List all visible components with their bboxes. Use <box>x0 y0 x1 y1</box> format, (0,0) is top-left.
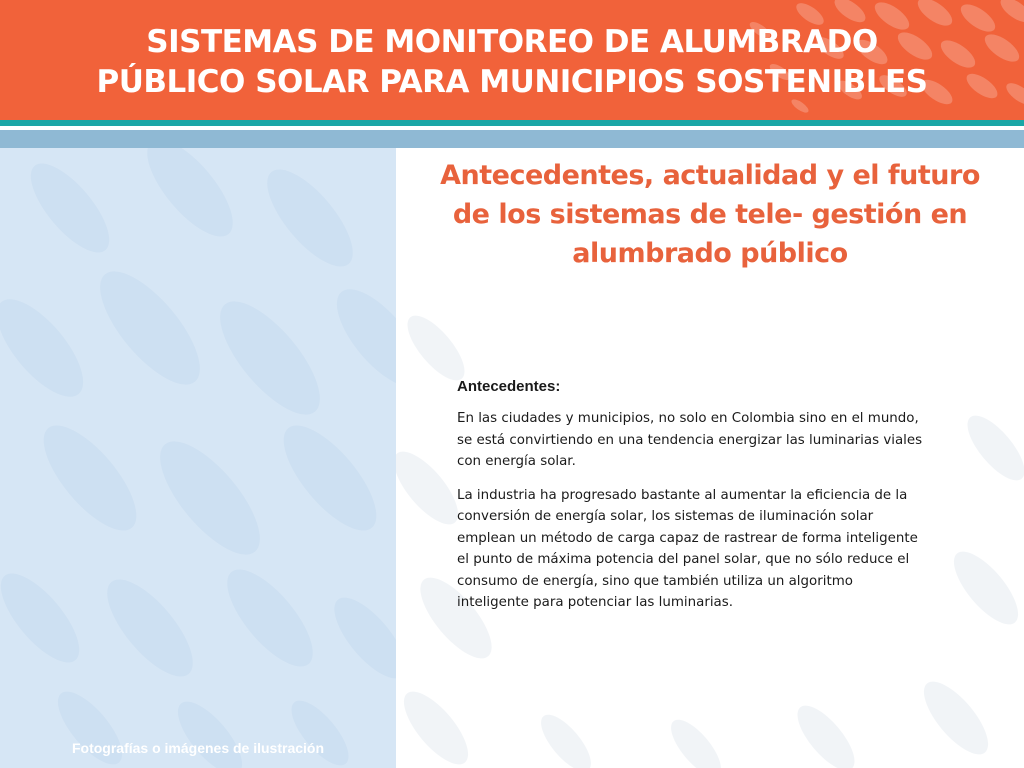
content-body <box>457 378 927 626</box>
placeholder-pattern <box>0 148 396 768</box>
paragraph: En las ciudades y municipios, no solo en Colombia sino en el mundo, se está convirtiendo en una tendencia energizar las luminarias viales con energía solar. <box>457 411 923 469</box>
image-placeholder-caption: Fotografías o imágenes de ilustración <box>71 740 325 756</box>
image-placeholder <box>0 148 396 768</box>
blue-divider <box>0 130 1024 148</box>
section-subtitle: Antecedentes, actualidad y el futuro de los sistemas de tele- gestión en alumbrado público <box>440 160 980 269</box>
header-banner <box>0 0 1024 120</box>
section-heading: Antecedentes: <box>457 378 561 395</box>
page-title: SISTEMAS DE MONITOREO DE ALUMBRADO PÚBLICO SOLAR PARA MUNICIPIOS SOSTENIBLES <box>96 24 928 100</box>
paragraph: La industria ha progresado bastante al aumentar la eficiencia de la conversión de energía solar, los sistemas de iluminación solar emplean un método de carga capaz de rastrear de forma inteligente el punto de máxima potencia del panel solar, que no sólo reduce el consumo de energía, sino que también utiliza un algoritmo inteligente para potenciar las luminarias. <box>457 487 918 610</box>
